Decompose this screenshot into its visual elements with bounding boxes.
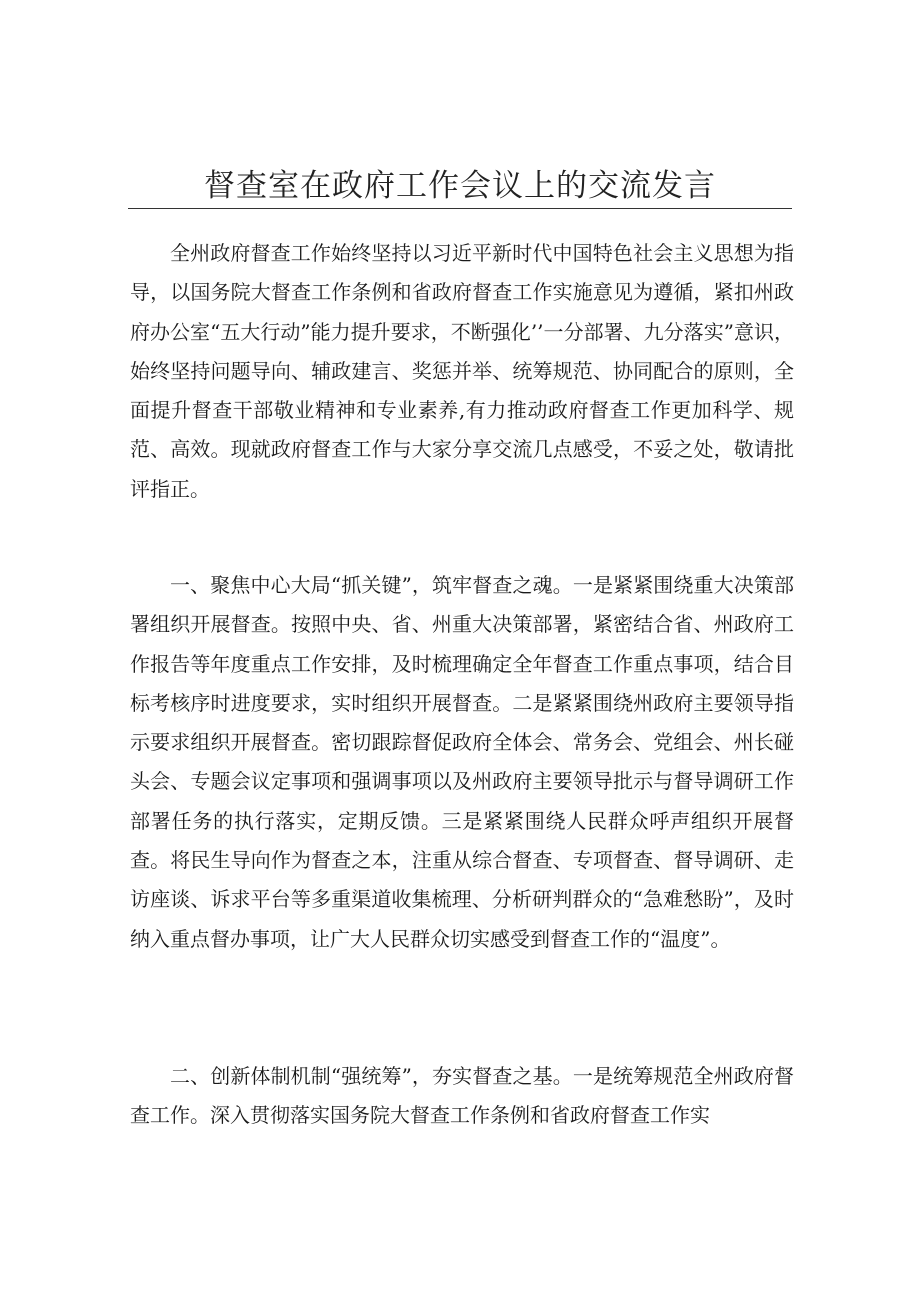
paragraph-section-one: 一、聚焦中心大局“抓关键”，筑牢督查之魂。一是紧紧围绕重大决策部署组织开展督查。按照中央、省、州重大决策部署，紧密结合省、州政府工作报告等年度重点工作安排，及时梳理确定全年督查工作重点事项，结合目标考核序时进度要求，实时组织开展督查。二是紧紧围绕州政府主要领导指示要求组织开展督查。密切跟踪督促政府全体会、常务会、党组会、州长碰头会、专题会议定事项和强调事项以及州政府主要领导批示与督导调研工作部署任务的执行落实，定期反馈。三是紧紧围绕人民群众呼声组织开展督查。将民生导向作为督查之本，注重从综合督查、专项督查、督导调研、走访座谈、诉求平台等多重渠道收集梳理、分析研判群众的“急难愁盼”，及时纳入重点督办事项，让广大人民群众切实感受到督查工作的“温度”。 (130, 573, 794, 951)
title-underline (128, 208, 792, 209)
paragraph-section-two: 二、创新体制机制“强统筹”，夯实督查之基。一是统筹规范全州政府督查工作。深入贯彻落实国务院大督查工作条例和省政府督查工作实 (130, 1064, 794, 1128)
paragraph-intro: 全州政府督查工作始终坚持以习近平新时代中国特色社会主义思想为指导，以国务院大督查工作条例和省政府督查工作实施意见为遵循，紧扣州政府办公室“五大行动”能力提升要求，不断强化’’一分部署、九分落实”意识，始终坚持问题导向、辅政建言、奖惩并举、统筹规范、协同配合的原则，全面提升督查干部敬业精神和专业素养,有力推动政府督查工作更加科学、规范、高效。现就政府督查工作与大家分享交流几点感受，不妥之处，敬请批评指正。 (130, 241, 794, 501)
document-title: 督查室在政府工作会议上的交流发言 (204, 168, 716, 204)
